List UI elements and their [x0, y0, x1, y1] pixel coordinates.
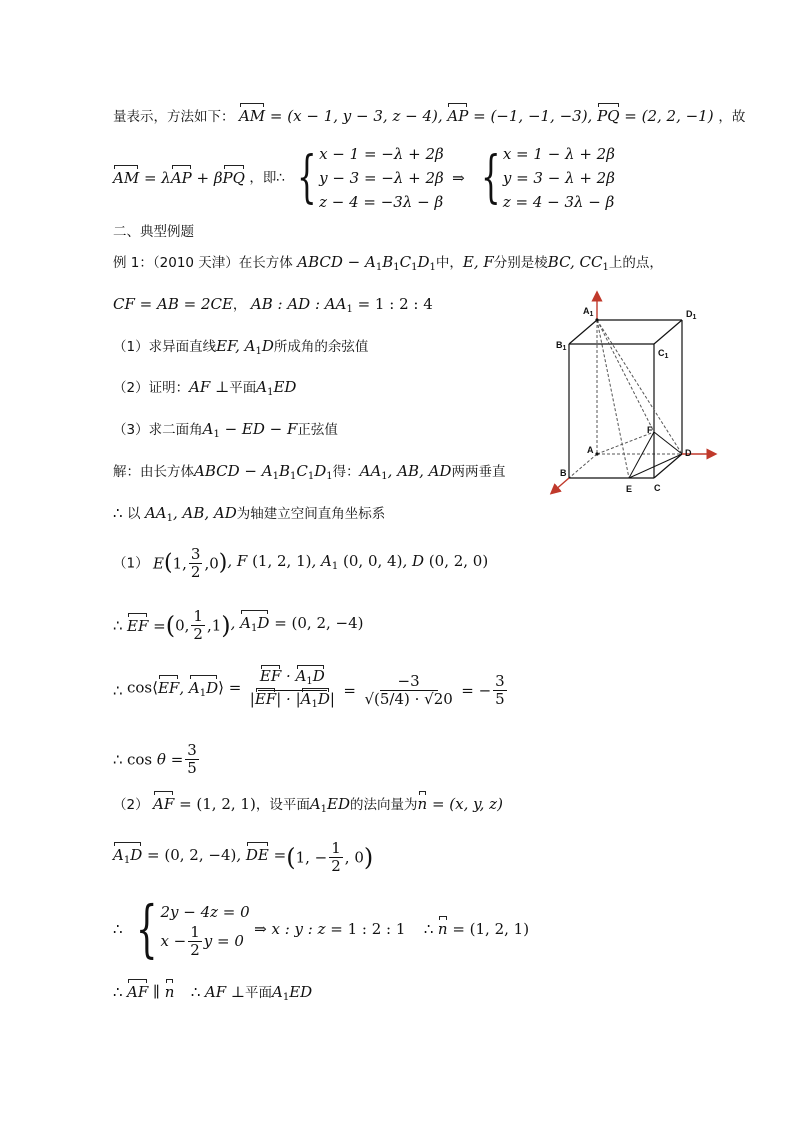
- conclusion-line: ∴ AF ∥ n ∴ AF ⊥平面$A_1ED$: [113, 983, 313, 1003]
- equation-system-1: { x − 1 = −λ + 2β y − 3 = −λ + 2β z − 4 = −3λ − β: [297, 145, 444, 211]
- question-3: （3）求二面角$A_1$ − ED − F正弦值: [113, 420, 338, 440]
- method-intro: 量表示，方法如下：: [113, 109, 235, 125]
- label-d1: $D_1$: [686, 309, 697, 321]
- cos-theta: ∴ cos θ = $\frac{3}{5}$: [113, 741, 197, 777]
- example-1-statement: 例 1：（2010 天津）在长方体 ABCD − $A_1B_1C_1D_1$中，E, F分别是棱BC, $CC_1$上的点，: [113, 253, 663, 273]
- cos-computation: ∴ cos⟨EF, $A_1D⟩$ = $\frac{EF \cdot A_1D}{|EF| \cdot |A_1D|}$ = $\frac{-3}{√(5/4) \cdot √20}$ = − $\frac{3}{5}$: [113, 668, 509, 713]
- vector-equations: AM = (x − 1, y − 3, z − 4), AP = (−1, −1, −3), PQ = (2, 2, −1): [238, 107, 719, 125]
- cuboid-figure: [540, 290, 720, 505]
- label-a: A: [587, 445, 594, 455]
- label-b: B: [560, 468, 567, 478]
- example-1-conditions: CF = AB = 2CE， AB : AD : $AA_1 = 1$ : 2 : 4: [113, 295, 433, 315]
- coordinates-line: （1） E(1, $\frac{3}{2}$ ,0), F (1, 2, 1), $A_1$ (0, 0, 4), D (0, 2, 0): [113, 545, 489, 581]
- vectors-ef-a1d: ∴ EF =(0, $\frac{1}{2}$ ,1), $A_1D = (0$, 2, −4): [113, 607, 364, 643]
- label-c: C: [654, 483, 661, 493]
- question-1: （1）求异面直线EF, $A_1D$所成角的余弦值: [113, 337, 369, 357]
- label-d: D: [685, 448, 692, 458]
- label-f: F: [647, 425, 653, 435]
- normal-system: ∴ { 2y − 4z = 0 x − $\frac{1}{2}$ y = 0 ⇒ x : y : z = 1 : 2 : 1 ∴ n = (1, 2, 1): [113, 892, 530, 965]
- label-b1: $B_1$: [556, 340, 567, 352]
- axis-setup: ∴ 以 $AA_1$, AB, AD为轴建立空间直角坐标系: [113, 504, 386, 524]
- label-e: E: [626, 484, 633, 494]
- question-2: （2）证明：AF ⊥平面$A_1ED$: [113, 378, 297, 398]
- method-line: [113, 106, 745, 127]
- equation-system-2: { x = 1 − λ + 2β y = 3 − λ + 2β z = 4 − 3λ − β: [481, 145, 615, 211]
- part-2-line: （2） AF = (1, 2, 1)，设平面$A_1ED$的法向量为n = (x, y, z): [113, 795, 503, 815]
- label-a1: $A_1$: [583, 306, 594, 318]
- vectors-a1d-de: $A_1D = (0$, 2, −4), DE =(1, − $\frac{1}{2}$ , 0): [113, 839, 374, 875]
- am-combination: AM = λAP + βPQ: [113, 169, 245, 187]
- method-conclude: ，故: [718, 109, 746, 125]
- solution-intro: 解：由长方体ABCD − $A_1B_1C_1D_1$得：$AA_1$, AB, AD两两垂直: [113, 462, 506, 482]
- label-c1: $C_1$: [658, 348, 669, 360]
- system-line: AM = λAP + βPQ ，即∴ { x − 1 = −λ + 2β y − 3 = −λ + 2β z − 4 = −3λ − β ⇒ { x = 1 − λ + 2β y = 3 − λ + 2β z = 4 − 3λ − β: [113, 142, 615, 214]
- system-connector: ，即∴: [249, 170, 285, 186]
- section-heading: 二、典型例题: [113, 224, 194, 240]
